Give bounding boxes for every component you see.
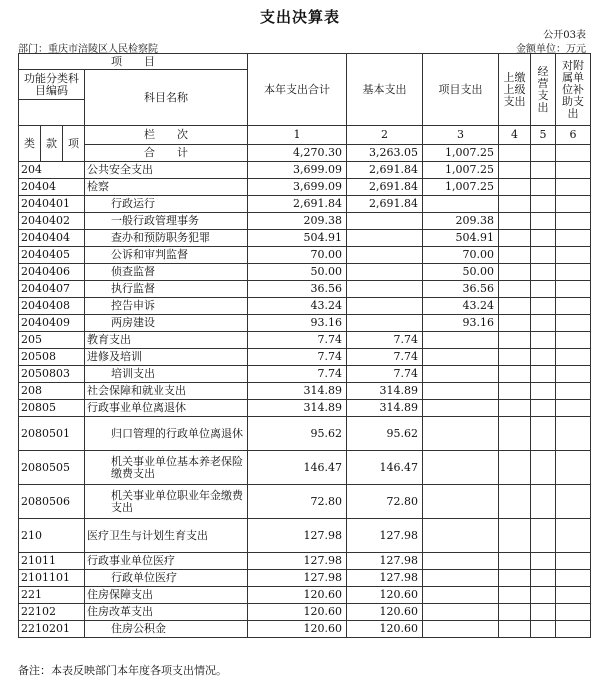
project-value-cell: 50.00 (423, 264, 499, 281)
project-value-cell (423, 383, 499, 400)
table-row (19, 179, 591, 196)
subject-name-cell: 教育支出 (85, 332, 248, 349)
subject-name-cell: 归口管理的行政单位离退休 (85, 417, 248, 451)
func-code-cell: 22102 (19, 604, 85, 621)
project-value-cell (423, 451, 499, 485)
empty-cell (531, 162, 556, 179)
empty-cell (556, 145, 591, 162)
empty-cell (531, 400, 556, 417)
project-value-cell (423, 621, 499, 638)
empty-cell (531, 196, 556, 213)
table-row (19, 400, 591, 417)
project-value-cell (423, 332, 499, 349)
col-number: 2 (347, 126, 423, 145)
total-label: 合 计 (85, 145, 248, 162)
empty-cell (556, 519, 591, 553)
total-value-cell: 43.24 (248, 298, 347, 315)
col-number: 4 (499, 126, 531, 145)
total-value-cell: 2,691.84 (248, 196, 347, 213)
project-value-cell (423, 519, 499, 553)
func-code-cell: 204 (19, 162, 85, 179)
subject-name-cell: 行政运行 (85, 196, 248, 213)
header-spacer (63, 100, 85, 126)
func-code-cell: 2210201 (19, 621, 85, 638)
empty-cell (556, 298, 591, 315)
subject-name-cell: 机关事业单位基本养老保险缴费支出 (85, 451, 248, 485)
empty-cell (556, 179, 591, 196)
basic-value: 3,263.05 (347, 145, 423, 162)
func-code-cell: 2080506 (19, 485, 85, 519)
empty-cell (556, 621, 591, 638)
empty-cell (499, 621, 531, 638)
subject-name-cell: 机关事业单位职业年金缴费支出 (85, 485, 248, 519)
total-value: 4,270.30 (248, 145, 347, 162)
empty-cell (556, 230, 591, 247)
empty-cell (499, 247, 531, 264)
empty-cell (531, 519, 556, 553)
subject-name-cell: 住房改革支出 (85, 604, 248, 621)
empty-cell (556, 587, 591, 604)
empty-cell (556, 196, 591, 213)
subject-name-cell: 培训支出 (85, 366, 248, 383)
total-row (19, 145, 591, 162)
total-value-cell: 127.98 (248, 570, 347, 587)
basic-value-cell: 127.98 (347, 519, 423, 553)
basic-header: 基本支出 (347, 54, 423, 126)
subject-name-cell: 控告申诉 (85, 298, 248, 315)
empty-cell (499, 400, 531, 417)
table-row (19, 332, 591, 349)
empty-cell (499, 264, 531, 281)
empty-cell (556, 451, 591, 485)
table-row (19, 587, 591, 604)
basic-value-cell: 2,691.84 (347, 196, 423, 213)
expenditure-table-container (18, 53, 590, 660)
empty-cell (531, 315, 556, 332)
basic-value-cell: 146.47 (347, 451, 423, 485)
subject-name-cell: 社会保障和就业支出 (85, 383, 248, 400)
basic-value-cell (347, 315, 423, 332)
header-row-1 (19, 54, 591, 70)
empty-cell (556, 281, 591, 298)
empty-cell (499, 349, 531, 366)
table-row (19, 621, 591, 638)
empty-cell (499, 281, 531, 298)
func-code-cell: 2040402 (19, 213, 85, 230)
total-value-cell: 120.60 (248, 621, 347, 638)
empty-cell (499, 230, 531, 247)
empty-cell (531, 264, 556, 281)
empty-cell (531, 553, 556, 570)
basic-value-cell (347, 213, 423, 230)
basic-value-cell (347, 230, 423, 247)
table-row (19, 264, 591, 281)
total-value-cell: 120.60 (248, 604, 347, 621)
basic-value-cell: 2,691.84 (347, 179, 423, 196)
subject-name-cell: 住房公积金 (85, 621, 248, 638)
subject-name-cell: 进修及培训 (85, 349, 248, 366)
func-code-cell: 208 (19, 383, 85, 400)
func-code-cell: 2040406 (19, 264, 85, 281)
empty-cell (556, 553, 591, 570)
col-number: 1 (248, 126, 347, 145)
basic-value-cell: 314.89 (347, 400, 423, 417)
project-value-cell (423, 349, 499, 366)
empty-cell (531, 366, 556, 383)
total-value-cell: 72.80 (248, 485, 347, 519)
project-value-cell (423, 553, 499, 570)
basic-value-cell: 7.74 (347, 366, 423, 383)
empty-cell (556, 332, 591, 349)
project-value-cell: 1,007.25 (423, 162, 499, 179)
subject-name-cell: 住房保障支出 (85, 587, 248, 604)
table-row (19, 281, 591, 298)
subject-name-cell: 检察 (85, 179, 248, 196)
subject-name-cell: 公诉和审判监督 (85, 247, 248, 264)
empty-cell (499, 196, 531, 213)
empty-cell (556, 485, 591, 519)
subject-name-cell: 行政事业单位医疗 (85, 553, 248, 570)
project-value-cell: 209.38 (423, 213, 499, 230)
total-value-cell: 3,699.09 (248, 162, 347, 179)
empty-cell (499, 298, 531, 315)
func-code-cell: 20508 (19, 349, 85, 366)
empty-cell (556, 366, 591, 383)
department-label: 部门：重庆市涪陵区人民检察院 (18, 44, 158, 55)
empty-cell (556, 213, 591, 230)
empty-cell (531, 332, 556, 349)
total-value-cell: 36.56 (248, 281, 347, 298)
total-value-cell: 7.74 (248, 366, 347, 383)
total-value-cell: 70.00 (248, 247, 347, 264)
table-row (19, 417, 591, 451)
empty-cell (531, 247, 556, 264)
empty-cell (531, 604, 556, 621)
basic-value-cell: 7.74 (347, 332, 423, 349)
subject-name-cell: 公共安全支出 (85, 162, 248, 179)
func-code-header: 功能分类科目编码 (19, 70, 85, 100)
footnote: 备注：本表反映部门本年度各项支出情况。 (18, 664, 227, 677)
func-code-cell: 2040404 (19, 230, 85, 247)
total-value-cell: 7.74 (248, 349, 347, 366)
empty-cell (499, 570, 531, 587)
func-code-cell: 2040409 (19, 315, 85, 332)
subject-name-cell: 行政事业单位离退休 (85, 400, 248, 417)
subject-name-cell: 行政单位医疗 (85, 570, 248, 587)
subject-name-cell: 一般行政管理事务 (85, 213, 248, 230)
project-value-cell (423, 587, 499, 604)
project-value-cell (423, 570, 499, 587)
project-value-cell: 43.24 (423, 298, 499, 315)
unit-label: 金额单位：万元 (516, 44, 586, 55)
project-value-cell: 70.00 (423, 247, 499, 264)
basic-value-cell (347, 281, 423, 298)
func-code-cell: 2050803 (19, 366, 85, 383)
func-code-cell: 2040401 (19, 196, 85, 213)
total-value-cell: 93.16 (248, 315, 347, 332)
header-spacer (19, 100, 41, 126)
empty-cell (499, 519, 531, 553)
table-row (19, 604, 591, 621)
empty-cell (531, 570, 556, 587)
func-code-cell: 2040405 (19, 247, 85, 264)
empty-cell (556, 349, 591, 366)
basic-value-cell: 120.60 (347, 621, 423, 638)
table-row (19, 519, 591, 553)
empty-cell (531, 621, 556, 638)
empty-cell (531, 485, 556, 519)
expenditure-table (18, 53, 591, 638)
empty-cell (531, 213, 556, 230)
empty-cell (531, 587, 556, 604)
total-value-cell: 146.47 (248, 451, 347, 485)
empty-cell (556, 604, 591, 621)
basic-value-cell: 95.62 (347, 417, 423, 451)
total-value-cell: 127.98 (248, 553, 347, 570)
basic-value-cell: 127.98 (347, 570, 423, 587)
header-spacer (41, 100, 63, 126)
upper-header: 上缴上级支出 (499, 54, 531, 126)
empty-cell (499, 179, 531, 196)
lanci-row (19, 126, 591, 145)
table-row (19, 196, 591, 213)
empty-cell (556, 247, 591, 264)
empty-cell (556, 570, 591, 587)
subject-name-cell: 执行监督 (85, 281, 248, 298)
basic-value-cell: 72.80 (347, 485, 423, 519)
basic-value-cell: 120.60 (347, 587, 423, 604)
func-code-cell: 2040407 (19, 281, 85, 298)
func-code-cell: 210 (19, 519, 85, 553)
report-title: 支出决算表 (259, 8, 340, 26)
subject-name-cell: 侦查监督 (85, 264, 248, 281)
project-value-cell (423, 366, 499, 383)
business-header: 经营支出 (531, 54, 556, 126)
table-row (19, 485, 591, 519)
empty-cell (499, 162, 531, 179)
total-value-cell: 314.89 (248, 400, 347, 417)
col-number: 5 (531, 126, 556, 145)
empty-cell (556, 383, 591, 400)
empty-cell (531, 383, 556, 400)
empty-cell (499, 366, 531, 383)
basic-value-cell (347, 247, 423, 264)
table-row (19, 349, 591, 366)
col-number: 6 (556, 126, 591, 145)
total-value-cell: 314.89 (248, 383, 347, 400)
kuan-header: 款 (41, 126, 63, 162)
func-code-cell: 2101101 (19, 570, 85, 587)
empty-cell (531, 281, 556, 298)
empty-cell (531, 417, 556, 451)
empty-cell (499, 315, 531, 332)
table-row (19, 570, 591, 587)
subject-name-header: 科目名称 (85, 70, 248, 126)
basic-value-cell: 2,691.84 (347, 162, 423, 179)
total-value-cell: 504.91 (248, 230, 347, 247)
table-row (19, 366, 591, 383)
lanci-label: 栏 次 (85, 126, 248, 145)
report-code: 公开03表 (543, 30, 586, 41)
basic-value-cell: 314.89 (347, 383, 423, 400)
func-code-cell: 221 (19, 587, 85, 604)
project-value-cell (423, 400, 499, 417)
table-row (19, 247, 591, 264)
project-value-cell (423, 485, 499, 519)
empty-cell (556, 400, 591, 417)
project-value-cell (423, 196, 499, 213)
basic-value-cell (347, 264, 423, 281)
total-value-cell: 95.62 (248, 417, 347, 451)
total-value-cell: 7.74 (248, 332, 347, 349)
table-row (19, 315, 591, 332)
empty-cell (556, 264, 591, 281)
project-value: 1,007.25 (423, 145, 499, 162)
total-header: 本年支出合计 (248, 54, 347, 126)
empty-cell (499, 604, 531, 621)
table-row (19, 383, 591, 400)
empty-cell (499, 332, 531, 349)
basic-value-cell: 127.98 (347, 553, 423, 570)
table-row (19, 553, 591, 570)
project-expense-header: 项目支出 (423, 54, 499, 126)
empty-cell (531, 179, 556, 196)
basic-value-cell: 120.60 (347, 604, 423, 621)
project-header: 项 目 (19, 54, 248, 70)
empty-cell (499, 485, 531, 519)
xiang-header: 项 (63, 126, 85, 162)
table-row (19, 213, 591, 230)
empty-cell (531, 298, 556, 315)
subject-name-cell: 两房建设 (85, 315, 248, 332)
empty-cell (499, 213, 531, 230)
table-row (19, 298, 591, 315)
empty-cell (499, 587, 531, 604)
func-code-cell: 2080501 (19, 417, 85, 451)
func-code-cell: 205 (19, 332, 85, 349)
total-value-cell: 120.60 (248, 587, 347, 604)
basic-value-cell (347, 298, 423, 315)
lei-header: 类 (19, 126, 41, 162)
total-value-cell: 3,699.09 (248, 179, 347, 196)
empty-cell (556, 417, 591, 451)
total-value-cell: 127.98 (248, 519, 347, 553)
project-value-cell: 93.16 (423, 315, 499, 332)
func-code-cell: 2080505 (19, 451, 85, 485)
table-row (19, 451, 591, 485)
func-code-cell: 21011 (19, 553, 85, 570)
empty-cell (556, 315, 591, 332)
project-value-cell (423, 604, 499, 621)
empty-cell (556, 162, 591, 179)
empty-cell (531, 349, 556, 366)
table-row (19, 162, 591, 179)
empty-cell (499, 417, 531, 451)
subject-name-cell: 查办和预防职务犯罪 (85, 230, 248, 247)
project-value-cell (423, 417, 499, 451)
empty-cell (531, 451, 556, 485)
empty-cell (499, 383, 531, 400)
col-number: 3 (423, 126, 499, 145)
subject-name-cell: 医疗卫生与计划生育支出 (85, 519, 248, 553)
subsidiary-header: 对附属单位补助支出 (556, 54, 591, 126)
empty-cell (531, 230, 556, 247)
func-code-cell: 20404 (19, 179, 85, 196)
total-value-cell: 209.38 (248, 213, 347, 230)
basic-value-cell: 7.74 (347, 349, 423, 366)
empty-cell (499, 553, 531, 570)
project-value-cell: 1,007.25 (423, 179, 499, 196)
empty-cell (531, 145, 556, 162)
func-code-cell: 20805 (19, 400, 85, 417)
empty-cell (499, 451, 531, 485)
project-value-cell: 36.56 (423, 281, 499, 298)
func-code-cell: 2040408 (19, 298, 85, 315)
total-value-cell: 50.00 (248, 264, 347, 281)
empty-cell (499, 145, 531, 162)
table-row (19, 230, 591, 247)
project-value-cell: 504.91 (423, 230, 499, 247)
